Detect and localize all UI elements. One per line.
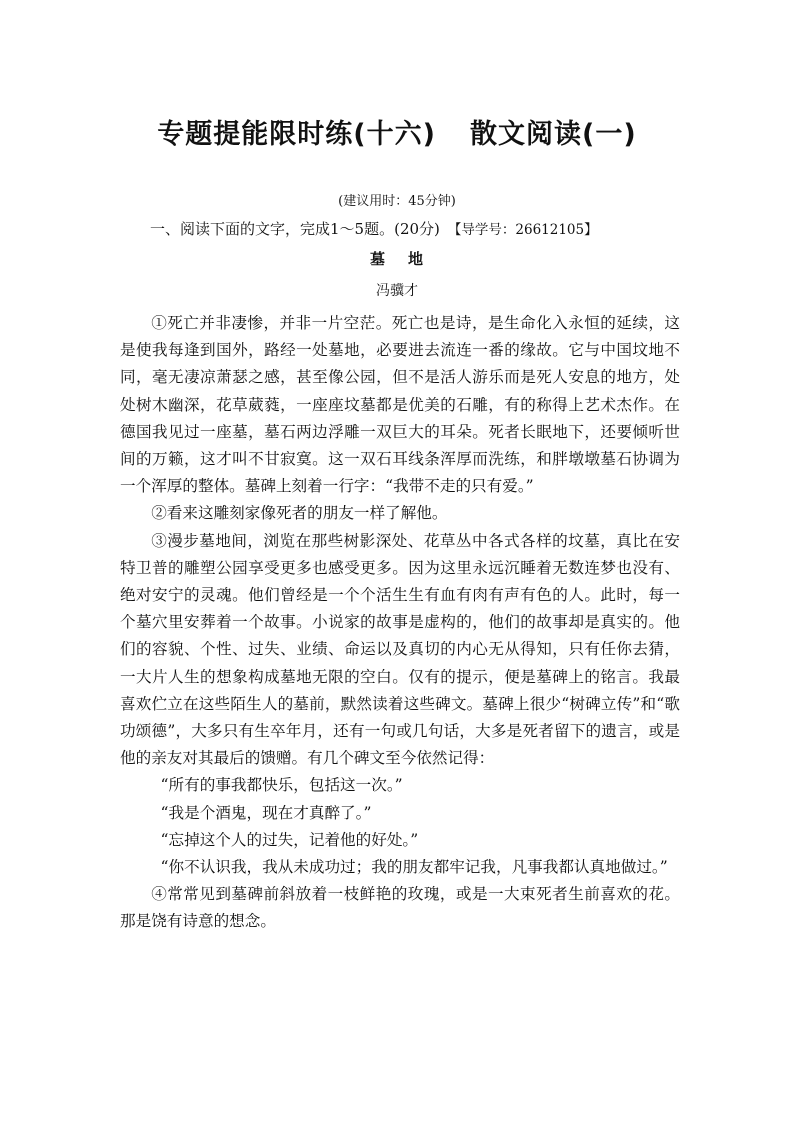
- paragraph-1: ①死亡并非凄惨，并非一片空茫。死亡也是诗，是生命化入永恒的延续，这是使我每逢到国外，路经一处墓地，必要进去流连一番的缘故。它与中国坟地不同，毫无凄凉萧瑟之感，甚至像公园，但不是活人游乐而是死人安息的地方，处处树木幽深，花草葳蕤，一座座坟墓都是优美的石雕，有的称得上艺术杰作。在德国我见过一座墓，墓石两边浮雕一双巨大的耳朵。死者长眠地下，还要倾听世间的万籁，这才叫不甘寂寞。这一双石耳线条浑厚而洗练，和胖墩墩墓石协调为一个浑厚的整体。墓碑上刻着一行字：“我带不走的只有爱。”: [120, 314, 680, 496]
- paragraph-4: ④常常见到墓碑前斜放着一枝鲜艳的玫瑰，或是一大束死者生前喜欢的花。那是饶有诗意的想念。: [120, 885, 680, 931]
- epitaph-quote-1: “所有的事我都快乐，包括这一次。”: [160, 776, 403, 795]
- article-title: [0, 248, 794, 269]
- paragraph-2: ②看来这雕刻家像死者的朋友一样了解他。: [151, 504, 448, 523]
- question-header: [150, 218, 598, 239]
- epitaph-quote-4: “你不认识我，我从未成功过；我的朋友都牢记我，凡事我都认真地做过。”: [160, 858, 668, 877]
- guide-number: 【导学号：26612105】: [447, 222, 598, 238]
- title-series: 专题提能限时练(十六): [157, 119, 436, 150]
- epitaph-quote-2: “我是个酒鬼，现在才真醉了。”: [160, 803, 372, 822]
- question-instruction: 一、阅读下面的文字，完成1～5题。(20分): [150, 220, 440, 238]
- article-author: 冯骥才: [376, 283, 418, 299]
- time-note: (建议用时：45分钟): [338, 194, 456, 209]
- article-title-part2: 地: [408, 250, 425, 268]
- article-body: [120, 310, 680, 936]
- paragraph-3: ③漫步墓地间，浏览在那些树影深处、花草丛中各式各样的坟墓，真比在安特卫普的雕塑公园享受更多也感受更多。因为这里永远沉睡着无数连梦也没有、绝对安宁的灵魂。他们曾经是一个个活生生有血有肉有声有色的人。此时，每一个墓穴里安葬着一个故事。小说家的故事是虚构的，他们的故事却是真实的。他们的容貌、个性、过失、业绩、命运以及真切的内心无从得知，只有任你去猜，一大片人生的想象构成墓地无限的空白。仅有的提示，便是墓碑上的铭言。我最喜欢伫立在这些陌生人的墓前，默然读着这些碑文。墓碑上很少“树碑立传”和“歌功颂德”，大多只有生卒年月，还有一句或几句话，大多是死者留下的遗言，或是他的亲友对其最后的馈赠。有几个碑文至今依然记得：: [120, 531, 680, 768]
- title-topic: 散文阅读(一): [470, 119, 637, 150]
- article-title-part1: 墓: [369, 250, 386, 268]
- epitaph-quote-3: “忘掉这个人的过失，记着他的好处。”: [160, 830, 419, 849]
- page-title: [0, 112, 794, 151]
